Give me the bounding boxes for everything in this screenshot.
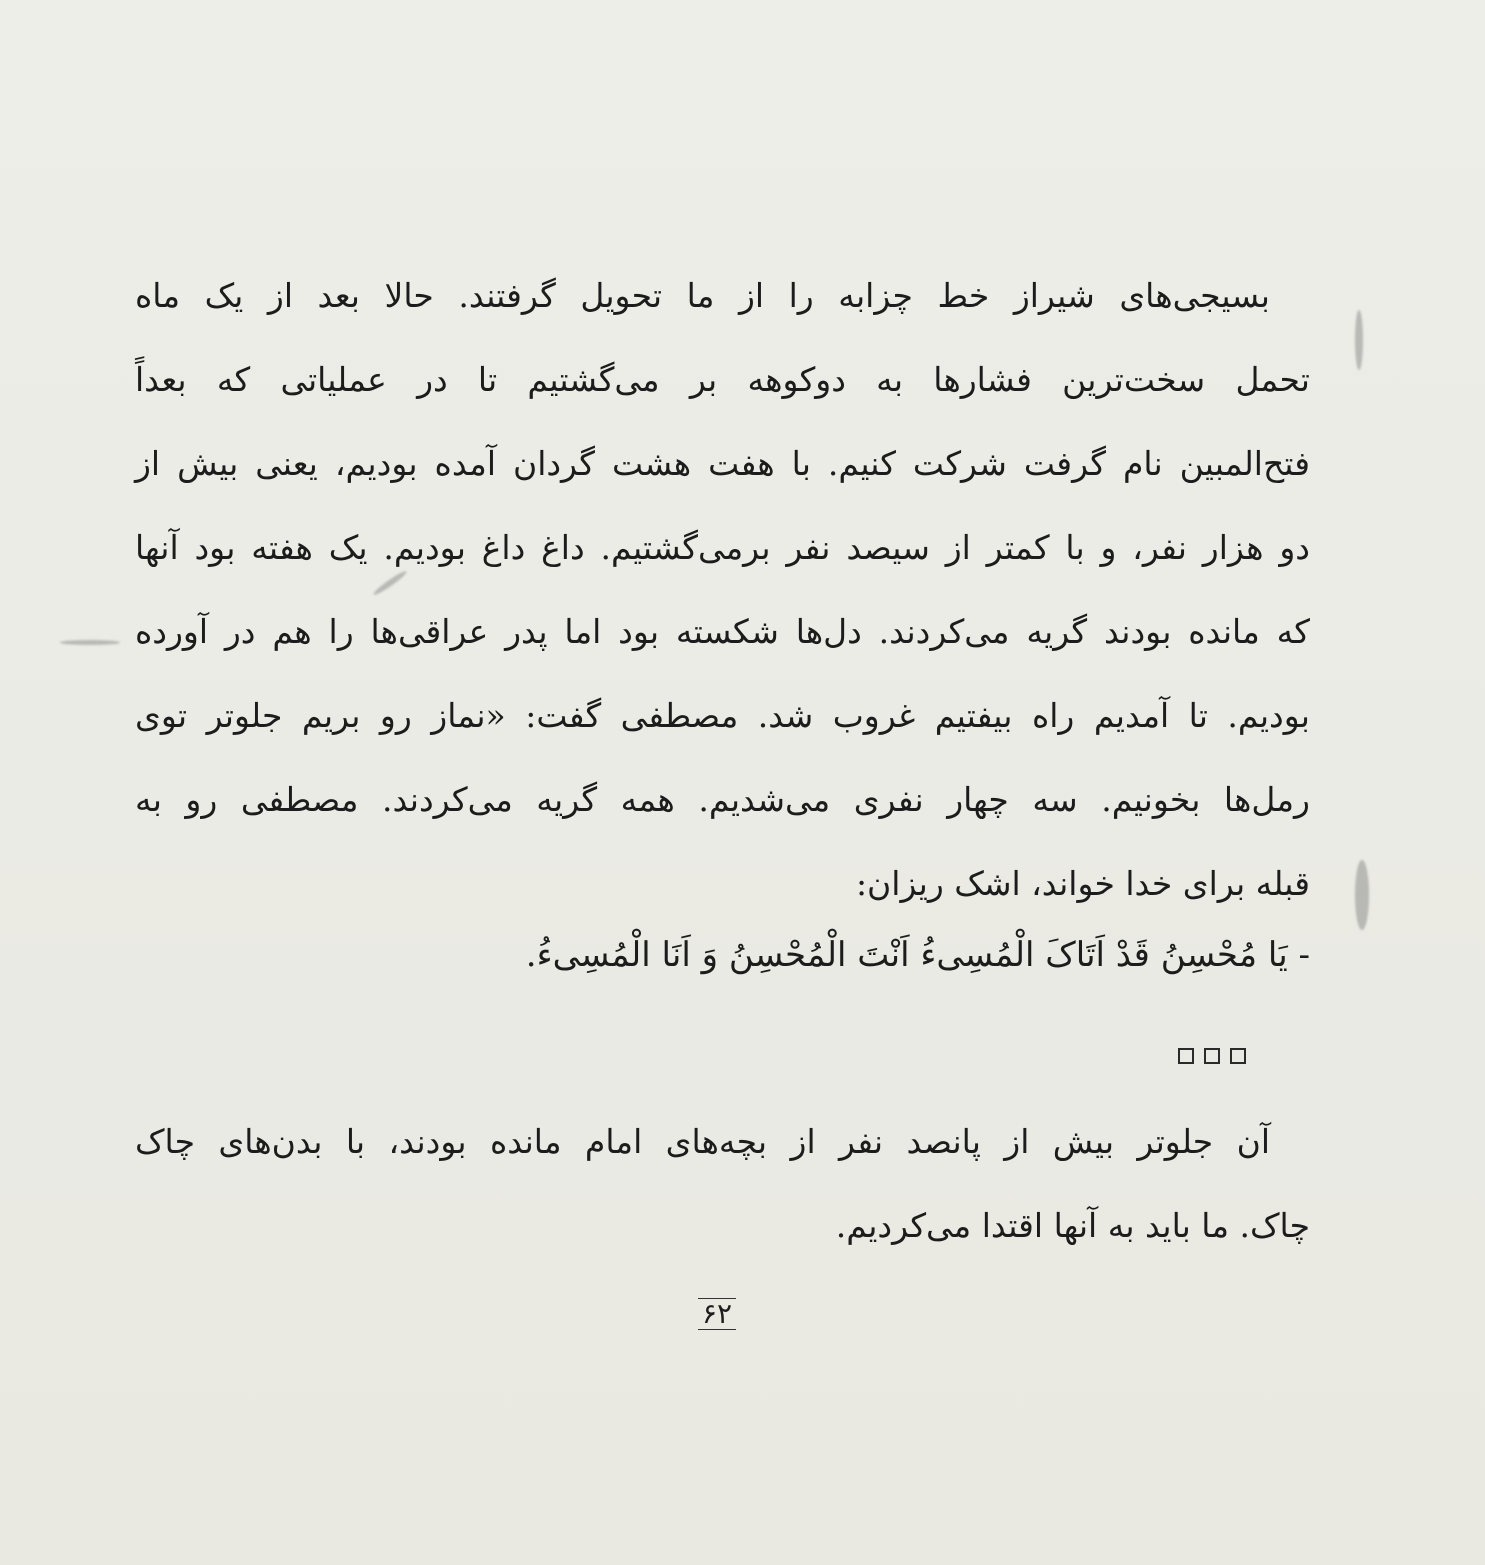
paragraph-line: فتح‌المبین نام گرفت شرکت کنیم. با هفت هشت گردان آمده بودیم، یعنی بیش از — [135, 444, 1310, 483]
paragraph-line: آن جلوتر بیش از پانصد نفر از بچه‌های امام مانده بودند، با بدن‌های چاک — [135, 1122, 1270, 1161]
separator-square-icon — [1178, 1048, 1194, 1064]
paragraph-line: رمل‌ها بخونیم. سه چهار نفری می‌شدیم. همه گریه می‌کردند. مصطفی رو به — [135, 780, 1310, 819]
page-smudge — [1355, 860, 1369, 930]
paragraph-2 — [135, 1100, 1310, 1268]
paragraph-line: تحمل سخت‌ترین فشارها به دوکوهه بر می‌گشتیم تا در عملیاتی که بعداً — [135, 360, 1310, 399]
page-smudge — [1355, 310, 1363, 370]
separator-square-icon — [1230, 1048, 1246, 1064]
paragraph-line: بسیجی‌های شیراز خط چزابه را از ما تحویل گرفتند. حالا بعد از یک ماه — [135, 276, 1270, 315]
section-separator — [1178, 1048, 1246, 1064]
prayer-quote: - یَا مُحْسِنُ قَدْ اَتَاکَ الْمُسِیءُ اَنْتَ الْمُحْسِنُ وَ اَنَا الْمُسِیءُ. — [525, 935, 1310, 975]
paragraph-line: چاک. ما باید به آنها اقتدا می‌کردیم. — [835, 1206, 1310, 1245]
page-number: ۶۲ — [698, 1298, 736, 1330]
separator-square-icon — [1204, 1048, 1220, 1064]
paragraph-line: دو هزار نفر، و با کمتر از سیصد نفر برمی‌گشتیم. داغ داغ بودیم. یک هفته بود آنها — [135, 528, 1310, 567]
paragraph-line: بودیم. تا آمدیم راه بیفتیم غروب شد. مصطفی گفت: «نماز رو بریم جلوتر توی — [135, 696, 1310, 735]
paragraph-1 — [135, 254, 1310, 926]
paragraph-line: که مانده بودند گریه می‌کردند. دل‌ها شکسته بود اما پدر عراقی‌ها را هم در آورده — [135, 612, 1310, 651]
paragraph-line: قبله برای خدا خواند، اشک ریزان: — [855, 864, 1310, 903]
page-smudge — [60, 640, 120, 645]
